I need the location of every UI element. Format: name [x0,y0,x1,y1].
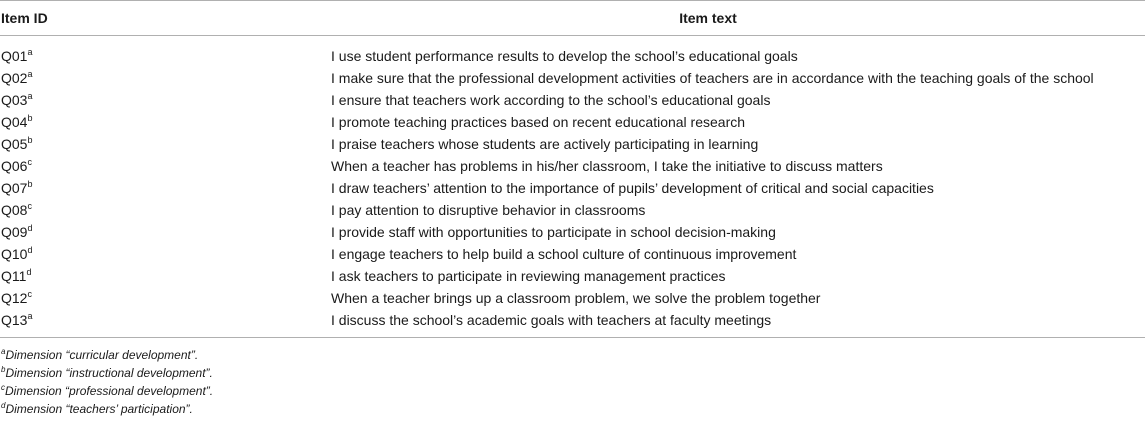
footnote-text: Dimension “teachers’ participation”. [5,402,193,416]
item-id-cell [0,89,330,111]
table-row [0,243,1145,265]
dimension-mark: d [27,245,33,255]
item-text-cell: I provide staff with opportunities to participate in school decision-making [331,224,776,240]
item-id-cell [0,309,330,338]
item-text-cell: I pay attention to disruptive behavior in classrooms [331,202,646,218]
item-text-cell: I make sure that the professional development activities of teachers are in accordance with the teaching goals of the school [331,70,1094,86]
table-row [0,111,1145,133]
item-id: Q02 [1,70,28,86]
item-id-cell [0,221,330,243]
dimension-mark: d [27,223,33,233]
header-item-text: Item text [330,1,1145,36]
item-text-cell: I praise teachers whose students are actively participating in learning [331,136,759,152]
item-text-cell: I use student performance results to develop the school’s educational goals [331,48,798,64]
table-row [0,199,1145,221]
dimension-mark: c [27,157,32,167]
item-text-cell: I discuss the school’s academic goals with teachers at faculty meetings [331,312,772,328]
item-id: Q03 [1,92,28,108]
item-id: Q01 [1,48,28,64]
table-row [0,67,1145,89]
table-row [0,221,1145,243]
item-id-cell [0,199,330,221]
item-text-cell: When a teacher has problems in his/her classroom, I take the initiative to discuss matters [331,158,883,174]
item-text-cell: I ask teachers to participate in reviewing management practices [331,268,726,284]
item-id: Q05 [1,136,28,152]
item-id: Q08 [1,202,28,218]
header-row [0,1,1145,36]
item-id-cell [0,36,330,68]
table-row [0,309,1145,338]
dimension-mark: c [27,289,32,299]
item-id: Q07 [1,180,28,196]
table-row [0,177,1145,199]
dimension-mark: b [27,135,33,145]
table-header [0,1,1145,36]
item-id-cell [0,67,330,89]
dimension-mark: b [27,113,33,123]
item-id: Q12 [1,290,28,306]
dimension-mark: a [27,47,33,57]
item-id-cell [0,243,330,265]
dimension-mark: d [26,267,32,277]
table-row [0,36,1145,68]
item-text-cell: I draw teachers’ attention to the importance of pupils’ development of critical and social capacities [331,180,934,196]
item-id: Q04 [1,114,28,130]
item-id: Q11 [1,268,27,284]
footnote [0,382,1145,400]
item-id-cell [0,287,330,309]
dimension-mark: a [27,69,33,79]
footnote-mark: c [1,383,5,392]
footnote [0,364,1145,382]
item-text-cell: I ensure that teachers work according to the school’s educational goals [331,92,771,108]
item-id: Q10 [1,246,28,262]
footnote-text: Dimension “professional development”. [5,384,214,398]
table-row [0,287,1145,309]
item-id-cell [0,111,330,133]
dimension-mark: c [27,201,32,211]
footnote-mark: b [1,365,6,374]
dimension-mark: a [27,91,33,101]
footnote-mark: d [1,401,6,410]
footnote-mark: a [1,347,6,356]
item-id-cell [0,265,330,287]
table-row [0,155,1145,177]
dimension-mark: a [27,311,33,321]
table-row [0,133,1145,155]
header-item-id: Item ID [0,1,330,36]
item-text-cell: I engage teachers to help build a school culture of continuous improvement [331,246,797,262]
footnote-text: Dimension “curricular development”. [5,348,199,362]
dimension-mark: b [27,179,33,189]
footnote [0,400,1145,418]
table-body [0,36,1145,338]
table-row [0,89,1145,111]
item-id: Q13 [1,312,28,328]
item-id: Q09 [1,224,28,240]
item-text-cell: I promote teaching practices based on recent educational research [331,114,746,130]
item-id: Q06 [1,158,28,174]
item-id-cell [0,155,330,177]
table-row [0,265,1145,287]
footnotes [0,338,1145,418]
item-text-cell: When a teacher brings up a classroom problem, we solve the problem together [331,290,821,306]
footnote-text: Dimension “instructional development”. [5,366,213,380]
item-id-cell [0,133,330,155]
footnote [0,346,1145,364]
item-id-cell [0,177,330,199]
